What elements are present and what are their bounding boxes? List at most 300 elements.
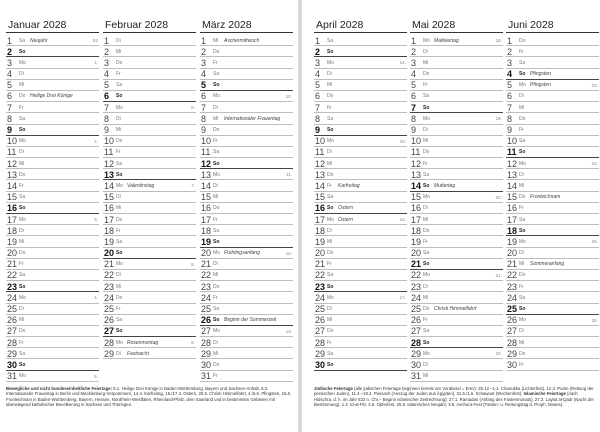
day-number: 18	[507, 225, 518, 236]
day-row	[410, 337, 503, 348]
day-row	[103, 102, 196, 113]
day-row	[410, 225, 503, 236]
weekday-label: Di	[519, 328, 524, 335]
weekday-label: Do	[327, 171, 334, 178]
day-row	[200, 46, 293, 57]
day-row	[410, 359, 503, 370]
weekday-label: Do	[19, 250, 26, 257]
week-number: 11.	[285, 172, 292, 178]
weekday-label: Do	[519, 37, 526, 44]
day-number: 9	[7, 125, 13, 135]
weekday-label: Fr	[116, 71, 121, 78]
week-number: 2.	[94, 138, 98, 144]
day-number: 11	[104, 147, 114, 158]
weekday-label: Mi	[423, 138, 429, 145]
day-row	[410, 169, 503, 180]
day-row	[410, 236, 503, 247]
weekday-label: Mi	[423, 294, 429, 301]
day-number: 14	[201, 180, 212, 191]
week-number: 12.	[285, 250, 292, 256]
day-row	[314, 337, 407, 348]
day-number: 14	[315, 180, 326, 191]
footnote-text: 6.1. Heilige Drei Könige in Baden-Württemberg, Bayern und Sachsen-Anhalt, 8.3. Internationaler Frauentag in Berlin und Mecklenburg-Vorpommern, 14.4. Karfreitag, 16./17.4. Ostern, 25.5. Christi Himmelfahrt, 4./5.6. Pfingsten, 15.6. Fronleichnam in Baden-Württemberg, Bayern, Hessen, Nordrhein-Westfalen, Rheinland-Pfalz, dem Saarland und in bestimmten Gebieten mit überwiegend katholischer Bevölkerung in Sachsen und Thüringen.	[6, 386, 292, 408]
day-row	[410, 91, 503, 102]
day-row	[506, 69, 599, 80]
weekday-label: Fr	[213, 216, 218, 223]
day-number: 17	[315, 214, 326, 225]
day-number: 3	[315, 57, 321, 68]
holiday-note: Ostern	[338, 205, 354, 212]
day-number: 3	[104, 57, 110, 68]
day-number: 5	[201, 80, 207, 91]
weekday-label: Do	[19, 171, 26, 178]
weekday-label: Mo	[116, 182, 123, 189]
weekday-label: Do	[519, 115, 526, 122]
day-row	[103, 147, 196, 158]
day-number: 29	[201, 348, 212, 359]
day-row	[410, 203, 503, 214]
holiday-note: Muttertag	[434, 182, 456, 189]
weekday-label: Do	[213, 283, 220, 290]
day-number: 9	[507, 125, 513, 135]
day-number: 21	[7, 259, 18, 270]
day-number: 7	[411, 102, 417, 113]
day-row	[6, 46, 99, 57]
day-row	[103, 180, 196, 191]
day-number: 24	[7, 292, 18, 303]
day-row	[410, 136, 503, 147]
day-row	[6, 125, 99, 136]
weekday-label: Fr	[519, 205, 524, 212]
weekday-label: Fr	[116, 306, 121, 312]
day-number: 26	[315, 315, 326, 326]
day-number: 17	[507, 214, 518, 225]
holiday-note: Internationaler Frauentag	[224, 115, 281, 122]
day-number: 30	[315, 359, 326, 370]
day-row	[410, 214, 503, 225]
day-row	[6, 69, 99, 80]
day-number: 14	[7, 180, 18, 191]
weekday-label: So	[213, 160, 220, 167]
footnote-text: (alle jüdischen Feiertage beginnen bereits am Vorabend = Erev): 25.12.–1.1. Chanukka (Lichterfest), 12.3. Purim (Rettung der persischen Juden), 11.4.–18.4. Pessach (Auszug der Juden aus Ägypten), 31.5./1.6. Schawuot (Wochenfest).	[314, 386, 594, 397]
weekday-label: Fr	[519, 48, 524, 55]
day-row	[314, 192, 407, 203]
holiday-note: Maifeiertag	[434, 37, 459, 44]
day-row	[6, 57, 99, 68]
day-row	[410, 35, 503, 46]
day-number: 16	[201, 203, 212, 214]
month-title: Mai 2028	[410, 18, 503, 33]
day-number: 12	[7, 158, 18, 169]
day-number: 22	[411, 270, 422, 281]
left-page	[0, 0, 298, 432]
weekday-label: Di	[423, 127, 428, 133]
weekday-label: So	[213, 317, 220, 324]
day-number: 8	[104, 113, 110, 124]
holiday-note: Heilige Drei Könige	[30, 93, 73, 100]
weekday-label: Mo	[327, 138, 334, 145]
weekday-label: Sa	[213, 71, 220, 78]
weekday-label: Sa	[519, 59, 526, 66]
day-number: 19	[7, 236, 18, 247]
day-row	[6, 80, 99, 91]
day-row	[103, 214, 196, 225]
weekday-label: Di	[116, 37, 121, 44]
day-number: 27	[507, 326, 518, 337]
weekday-label: Fr	[213, 138, 218, 145]
day-number: 24	[201, 292, 212, 303]
weekday-label: Sa	[19, 350, 26, 357]
week-number: 8.	[191, 261, 195, 267]
day-row	[314, 113, 407, 124]
day-number: 29	[315, 348, 326, 359]
weekday-label: So	[19, 283, 26, 290]
weekday-label: Do	[213, 361, 220, 368]
day-row	[506, 125, 599, 136]
weekday-label: Mi	[213, 194, 219, 201]
day-number: 13	[507, 169, 518, 180]
day-row	[6, 348, 99, 359]
month-column	[103, 18, 196, 359]
day-row	[200, 113, 293, 124]
day-number: 2	[7, 46, 13, 57]
day-number: 18	[7, 225, 18, 236]
day-number: 31	[201, 371, 212, 382]
day-row	[314, 225, 407, 236]
day-list	[6, 35, 99, 382]
day-row	[506, 348, 599, 359]
weekday-label: Di	[116, 194, 121, 201]
day-number: 21	[201, 259, 212, 270]
day-row	[103, 304, 196, 315]
weekday-label: Mi	[519, 104, 525, 111]
day-row	[200, 91, 293, 102]
day-row	[314, 270, 407, 281]
day-number: 16	[7, 203, 18, 214]
weekday-label: Mi	[423, 59, 429, 66]
day-row	[103, 270, 196, 281]
day-number: 23	[507, 281, 518, 292]
weekday-label: So	[327, 205, 334, 212]
day-number: 6	[7, 91, 13, 102]
weekday-label: So	[19, 48, 26, 55]
weekday-label: Fr	[213, 59, 218, 66]
day-row	[314, 35, 407, 46]
weekday-label: Di	[327, 306, 332, 312]
weekday-label: Sa	[19, 37, 26, 44]
day-row	[200, 304, 293, 315]
day-row	[314, 348, 407, 359]
weekday-label: Mo	[116, 104, 123, 111]
weekday-label: Do	[519, 194, 526, 201]
weekday-label: Di	[519, 250, 524, 257]
holiday-note: Valentinstag	[127, 182, 155, 189]
weekday-label: Di	[116, 115, 121, 122]
weekday-label: Mi	[327, 238, 333, 245]
weekday-label: So	[19, 361, 26, 368]
weekday-label: So	[327, 283, 334, 290]
day-number: 9	[201, 125, 207, 135]
footnote-heading-2: Islamische Feiertage	[523, 391, 566, 397]
day-row	[6, 180, 99, 191]
day-number: 15	[7, 192, 18, 203]
day-row	[506, 180, 599, 191]
day-number: 3	[201, 57, 207, 68]
day-row	[200, 214, 293, 225]
weekday-label: Di	[19, 306, 24, 312]
day-row	[6, 281, 99, 292]
day-number: 13	[201, 169, 212, 180]
weekday-label: Fr	[327, 182, 332, 189]
day-number: 4	[201, 69, 207, 80]
day-row	[506, 359, 599, 370]
weekday-label: Mi	[327, 82, 333, 89]
day-number: 15	[411, 192, 422, 203]
day-row	[200, 57, 293, 68]
day-row	[314, 236, 407, 247]
day-number: 22	[104, 270, 115, 281]
day-number: 30	[201, 359, 212, 370]
day-number: 29	[7, 348, 18, 359]
day-row	[314, 91, 407, 102]
month-column	[410, 18, 503, 382]
day-number: 5	[411, 80, 417, 91]
weekday-label: Do	[519, 272, 526, 279]
day-number: 17	[411, 214, 422, 225]
weekday-label: Fr	[327, 339, 332, 346]
weekday-label: So	[519, 71, 526, 78]
day-row	[103, 136, 196, 147]
day-number: 13	[411, 169, 422, 180]
day-row	[200, 225, 293, 236]
weekday-label: So	[116, 93, 123, 100]
day-number: 26	[104, 315, 115, 326]
day-row	[200, 248, 293, 259]
day-number: 5	[7, 80, 13, 91]
day-row	[314, 180, 407, 191]
day-number: 22	[201, 270, 212, 281]
day-number: 8	[201, 113, 207, 124]
day-row	[506, 236, 599, 247]
holiday-note: Aschermittwoch	[224, 37, 260, 44]
day-number: 13	[104, 169, 115, 180]
weekday-label: Di	[327, 149, 332, 156]
day-row	[200, 147, 293, 158]
day-row	[6, 326, 99, 337]
day-row	[410, 281, 503, 292]
day-number: 21	[507, 259, 518, 270]
day-number: 25	[507, 304, 518, 314]
month-title: Juni 2028	[506, 18, 599, 33]
day-row	[314, 57, 407, 68]
weekday-label: So	[423, 339, 430, 346]
weekday-label: Fr	[19, 261, 24, 268]
holiday-note: Beginn der Sommerzeit	[224, 317, 277, 324]
day-number: 5	[104, 80, 110, 91]
day-number: 11	[507, 147, 517, 158]
day-row	[200, 158, 293, 169]
holiday-note: Pfingsten	[530, 82, 551, 89]
weekday-label: So	[423, 261, 430, 268]
day-row	[410, 147, 503, 158]
day-row	[314, 158, 407, 169]
week-number: 25.	[591, 239, 598, 245]
day-row	[200, 236, 293, 247]
holiday-note: Sommeranfang	[530, 261, 565, 268]
day-number: 5	[507, 80, 513, 91]
weekday-label: So	[116, 171, 123, 178]
day-number: 10	[201, 136, 212, 147]
day-row	[410, 248, 503, 259]
weekday-label: Sa	[116, 238, 123, 245]
weekday-label: Mo	[213, 171, 220, 178]
weekday-label: Fr	[116, 149, 121, 156]
weekday-label: Di	[423, 48, 428, 55]
weekday-label: Mo	[19, 294, 26, 301]
weekday-label: Sa	[116, 317, 123, 324]
day-row	[506, 270, 599, 281]
day-row	[6, 270, 99, 281]
weekday-label: Mo	[213, 93, 220, 100]
month-column	[200, 18, 293, 382]
day-row	[6, 315, 99, 326]
day-number: 10	[411, 136, 422, 147]
day-number: 27	[315, 326, 326, 337]
day-row	[6, 225, 99, 236]
weekday-label: Fr	[327, 261, 332, 268]
day-number: 24	[507, 292, 518, 303]
day-number: 23	[201, 281, 212, 292]
day-row	[410, 80, 503, 91]
day-row	[410, 371, 503, 382]
day-row	[6, 371, 99, 382]
weekday-label: Mi	[116, 283, 122, 290]
day-number: 20	[104, 248, 115, 259]
day-row	[200, 35, 293, 46]
weekday-label: Mo	[116, 261, 123, 268]
week-number: 19.	[495, 116, 502, 122]
weekday-label: Do	[423, 71, 430, 78]
weekday-label: So	[327, 48, 334, 55]
weekday-label: Sa	[116, 160, 123, 167]
week-number: 9.	[191, 340, 195, 346]
weekday-label: Di	[116, 350, 121, 357]
weekday-label: So	[213, 82, 220, 89]
weekday-label: Mo	[327, 216, 334, 223]
day-number: 6	[411, 91, 417, 102]
day-row	[410, 259, 503, 270]
day-number: 28	[411, 337, 422, 348]
month-column	[506, 18, 599, 371]
weekday-label: Do	[213, 205, 220, 212]
weekday-label: Mi	[116, 205, 122, 212]
weekday-label: Mi	[116, 48, 122, 55]
day-row	[410, 326, 503, 337]
weekday-label: Mi	[423, 373, 429, 380]
week-number: 5.	[94, 373, 98, 379]
week-number: 15.	[399, 138, 406, 144]
weekday-label: Mi	[519, 261, 525, 268]
day-row	[410, 304, 503, 315]
footnote-heading: Jüdische Feiertage	[314, 386, 353, 391]
day-number: 16	[507, 203, 518, 214]
weekday-label: Sa	[423, 171, 430, 178]
day-row	[410, 57, 503, 68]
weekday-label: Di	[327, 227, 332, 234]
weekday-label: Sa	[327, 194, 334, 201]
day-row	[314, 147, 407, 158]
day-number: 1	[104, 35, 110, 46]
day-row	[103, 248, 196, 259]
day-number: 28	[507, 337, 518, 348]
day-number: 7	[104, 102, 110, 113]
weekday-label: Mo	[423, 194, 430, 201]
weekday-label: Fr	[519, 127, 524, 133]
day-row	[6, 158, 99, 169]
holiday-note: Pfingsten	[530, 71, 551, 78]
day-number: 16	[315, 203, 326, 214]
day-number: 9	[104, 125, 110, 135]
day-row	[6, 203, 99, 214]
day-number: 31	[7, 371, 18, 382]
day-row	[410, 192, 503, 203]
day-number: 23	[104, 281, 115, 292]
day-number: 25	[411, 304, 422, 314]
day-number: 11	[7, 147, 17, 158]
day-row	[6, 169, 99, 180]
weekday-label: Di	[423, 283, 428, 290]
weekday-label: Di	[19, 227, 24, 234]
day-row	[314, 69, 407, 80]
day-row	[410, 125, 503, 136]
day-number: 12	[315, 158, 326, 169]
weekday-label: Do	[116, 59, 123, 66]
weekday-label: Do	[423, 306, 430, 312]
weekday-label: Sa	[327, 37, 334, 44]
weekday-label: Mo	[327, 294, 334, 301]
month-title: März 2028	[200, 18, 293, 33]
weekday-label: Sa	[19, 272, 26, 279]
day-number: 3	[7, 57, 13, 68]
day-number: 30	[411, 359, 422, 370]
week-number: 24.	[591, 161, 598, 167]
weekday-label: So	[19, 205, 26, 212]
weekday-label: Fr	[423, 160, 428, 167]
weekday-label: Do	[19, 328, 26, 335]
day-row	[103, 292, 196, 303]
weekday-label: Do	[213, 127, 220, 133]
weekday-label: Mo	[423, 272, 430, 279]
holiday-note: Fronleichnam	[530, 194, 561, 201]
weekday-label: Di	[423, 205, 428, 212]
weekday-label: Sa	[213, 149, 220, 156]
day-row	[6, 359, 99, 370]
day-row	[506, 192, 599, 203]
day-number: 2	[507, 46, 513, 57]
day-row	[103, 259, 196, 270]
day-number: 30	[7, 359, 18, 370]
day-row	[6, 91, 99, 102]
day-number: 28	[201, 337, 212, 348]
day-number: 16	[104, 203, 115, 214]
footnote-right	[314, 386, 596, 408]
weekday-label: Mi	[327, 160, 333, 167]
day-row	[200, 125, 293, 136]
day-number: 6	[315, 91, 321, 102]
day-row	[410, 292, 503, 303]
day-row	[103, 125, 196, 136]
day-row	[200, 371, 293, 382]
